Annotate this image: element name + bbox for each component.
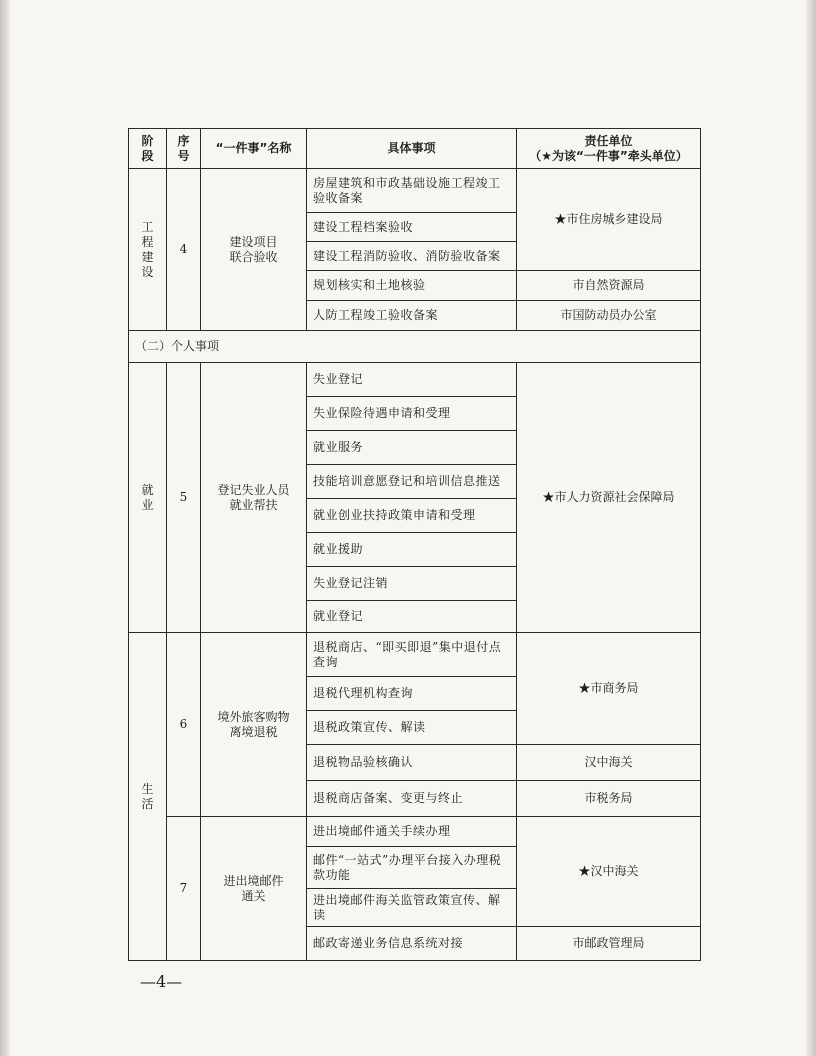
seq-7: 7	[167, 817, 201, 961]
item-text: 规划核实和土地核验	[307, 271, 517, 301]
stage-life: 生 活	[129, 633, 167, 961]
matter-name-7: 进出境邮件 通关	[201, 817, 307, 961]
table-header-row	[129, 129, 701, 169]
unit-cell: ★汉中海关	[517, 817, 701, 927]
header-stage: 阶段	[129, 129, 167, 169]
unit-cell: 汉中海关	[517, 745, 701, 781]
item-text: 技能培训意愿登记和培训信息推送	[307, 465, 517, 499]
item-text: 邮件“一站式”办理平台接入办理税款功能	[307, 847, 517, 889]
page-edge-right	[806, 0, 816, 1056]
page-number: —4—	[140, 972, 183, 991]
unit-cell: 市邮政管理局	[517, 927, 701, 961]
table-row	[129, 169, 701, 213]
seq-5: 5	[167, 363, 201, 633]
unit-cell: ★市商务局	[517, 633, 701, 745]
page-edge-left	[0, 0, 10, 1056]
item-text: 退税物品验核确认	[307, 745, 517, 781]
item-text: 人防工程竣工验收备案	[307, 301, 517, 331]
unit-cell: 市税务局	[517, 781, 701, 817]
item-text: 进出境邮件海关监管政策宣传、解读	[307, 889, 517, 927]
unit-cell: 市国防动员办公室	[517, 301, 701, 331]
item-text: 失业保险待遇申请和受理	[307, 397, 517, 431]
matter-name-6: 境外旅客购物 离境退税	[201, 633, 307, 817]
item-text: 就业服务	[307, 431, 517, 465]
unit-cell: ★市住房城乡建设局	[517, 169, 701, 271]
section-title-personal: （二）个人事项	[129, 331, 701, 363]
unit-cell: ★市人力资源社会保障局	[517, 363, 701, 633]
table-row	[129, 817, 701, 847]
stage-employment: 就 业	[129, 363, 167, 633]
header-items: 具体事项	[307, 129, 517, 169]
item-text: 退税政策宣传、解读	[307, 711, 517, 745]
item-text: 退税代理机构查询	[307, 677, 517, 711]
item-text: 失业登记注销	[307, 567, 517, 601]
item-text: 就业援助	[307, 533, 517, 567]
item-text: 建设工程消防验收、消防验收备案	[307, 242, 517, 271]
item-text: 退税商店备案、变更与终止	[307, 781, 517, 817]
section-row	[129, 331, 701, 363]
header-unit: 责任单位 （★为该“一件事”牵头单位）	[517, 129, 701, 169]
unit-cell: 市自然资源局	[517, 271, 701, 301]
item-text: 退税商店、“即买即退”集中退付点查询	[307, 633, 517, 677]
seq-6: 6	[167, 633, 201, 817]
header-seq: 序号	[167, 129, 201, 169]
item-text: 就业登记	[307, 601, 517, 633]
table-row	[129, 633, 701, 677]
matter-name-5: 登记失业人员 就业帮扶	[201, 363, 307, 633]
header-name: “一件事”名称	[201, 129, 307, 169]
stage-construction: 工 程 建 设	[129, 169, 167, 331]
item-text: 进出境邮件通关手续办理	[307, 817, 517, 847]
item-text: 房屋建筑和市政基础设施工程竣工验收备案	[307, 169, 517, 213]
item-text: 邮政寄递业务信息系统对接	[307, 927, 517, 961]
item-text: 建设工程档案验收	[307, 213, 517, 242]
table-row	[129, 363, 701, 397]
matters-table	[128, 128, 701, 961]
item-text: 失业登记	[307, 363, 517, 397]
seq-4: 4	[167, 169, 201, 331]
item-text: 就业创业扶持政策申请和受理	[307, 499, 517, 533]
matter-name-4: 建设项目 联合验收	[201, 169, 307, 331]
